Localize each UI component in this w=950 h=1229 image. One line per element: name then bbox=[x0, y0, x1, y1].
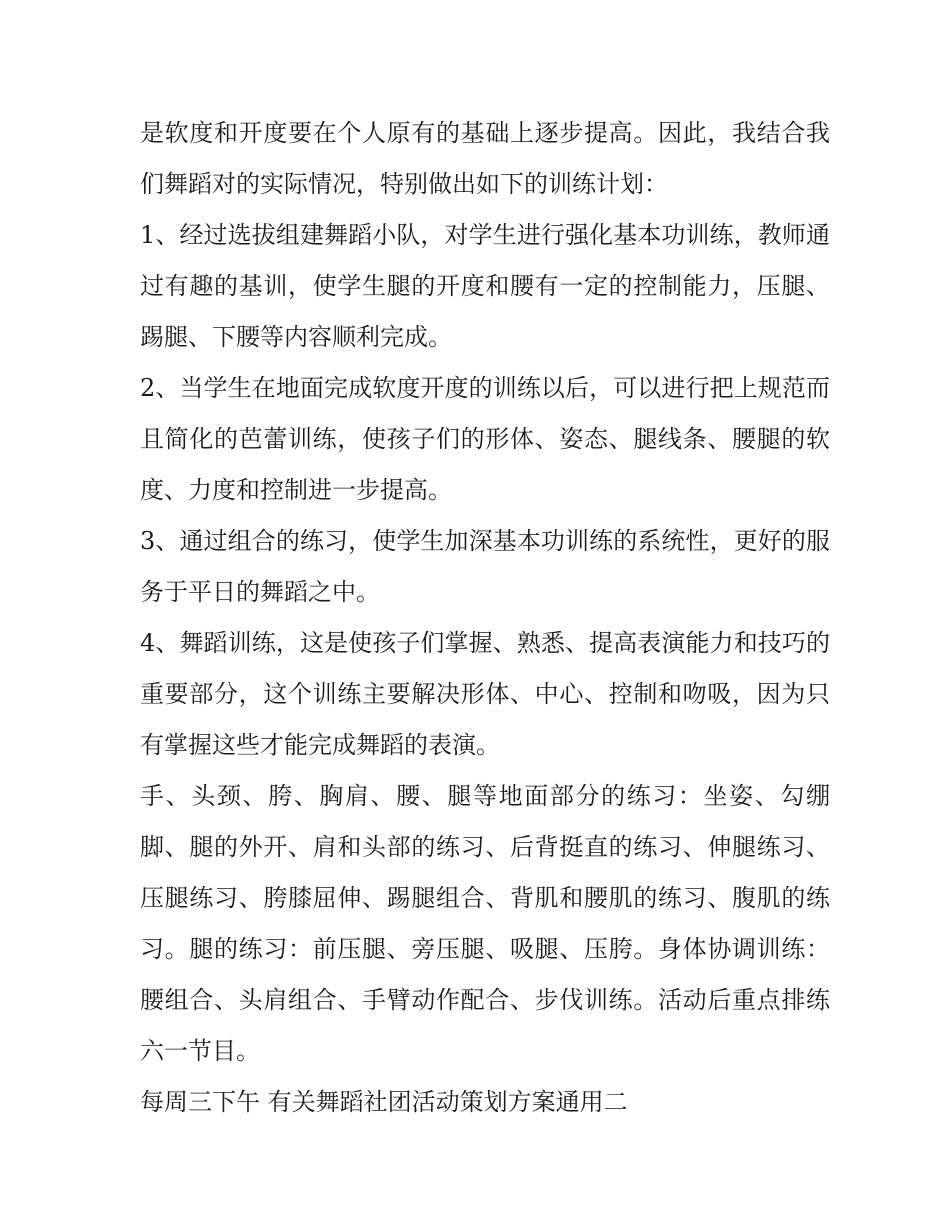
document-body bbox=[140, 108, 830, 1128]
paragraph-item-2: 2、当学生在地面完成软度开度的训练以后，可以进行把上规范而且简化的芭蕾训练，使孩子们的形体、姿态、腿线条、腰腿的软度、力度和控制进一步提高。 bbox=[140, 374, 830, 504]
paragraph-intro: 是软度和开度要在个人原有的基础上逐步提高。因此，我结合我们舞蹈对的实际情况，特别做出如下的训练计划： bbox=[140, 119, 830, 198]
paragraph-item-4: 4、舞蹈训练，这是使孩子们掌握、熟悉、提高表演能力和技巧的重要部分，这个训练主要解决形体、中心、控制和吻吸，因为只有掌握这些才能完成舞蹈的表演。 bbox=[140, 629, 830, 759]
paragraph-item-3: 3、通过组合的练习，使学生加深基本功训练的系统性，更好的服务于平日的舞蹈之中。 bbox=[140, 527, 830, 606]
paragraph-schedule: 每周三下午 有关舞蹈社团活动策划方案通用二 bbox=[140, 1088, 628, 1116]
paragraph-exercises: 手、头颈、胯、胸肩、腰、腿等地面部分的练习：坐姿、勾绷脚、腿的外开、肩和头部的练习、后背挺直的练习、伸腿练习、压腿练习、胯膝屈伸、踢腿组合、背肌和腰肌的练习、腹肌的练习。腿的练习：前压腿、旁压腿、吸腿、压胯。身体协调训练：腰组合、头肩组合、手臂动作配合、步伐训练。活动后重点排练六一节目。 bbox=[140, 782, 830, 1065]
paragraph-item-1: 1、经过选拔组建舞蹈小队，对学生进行强化基本功训练，教师通过有趣的基训，使学生腿的开度和腰有一定的控制能力，压腿、踢腿、下腰等内容顺利完成。 bbox=[140, 221, 830, 351]
